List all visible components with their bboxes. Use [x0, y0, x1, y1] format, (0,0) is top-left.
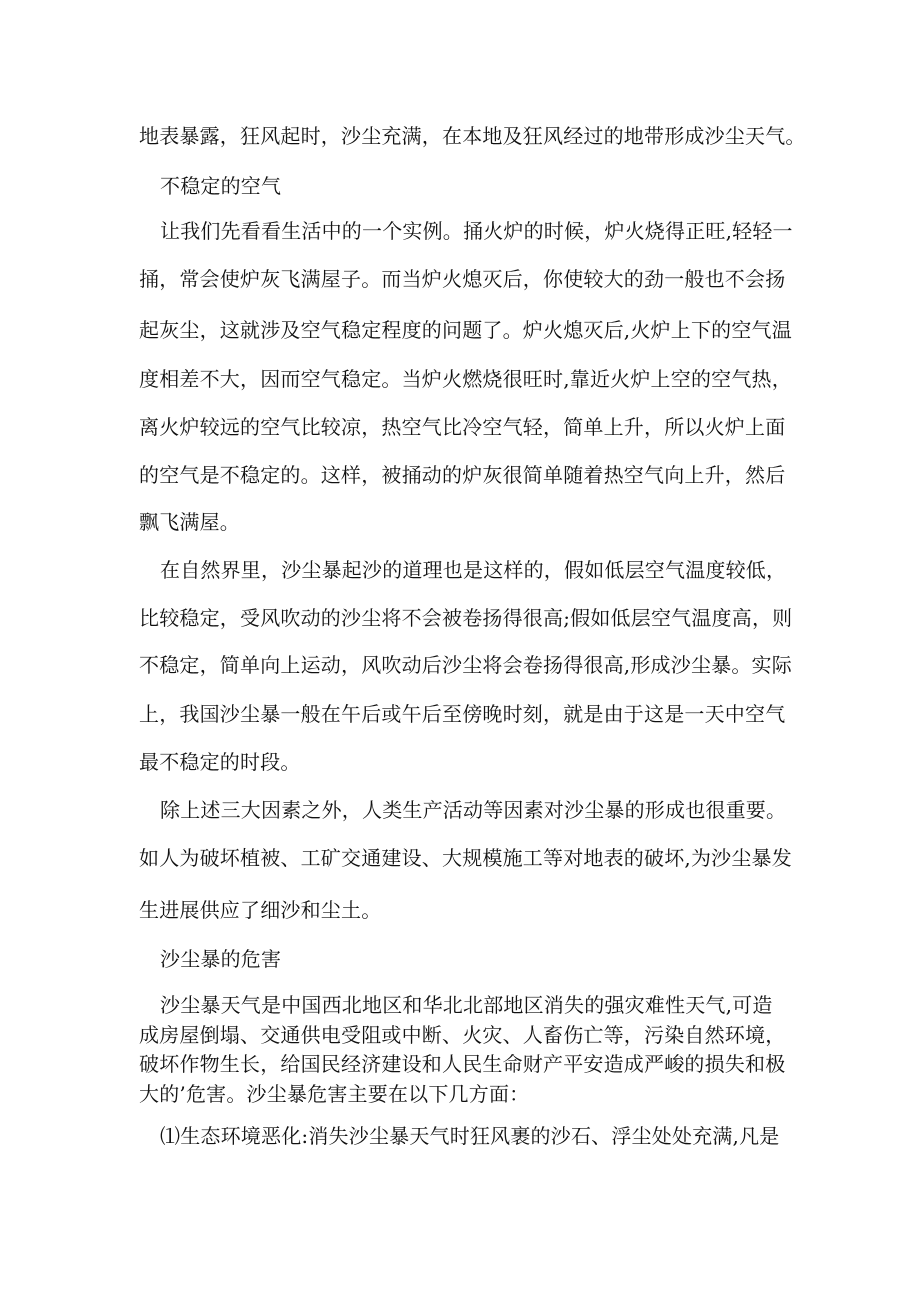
text-line: 捅，常会使炉灰飞满屋子。而当炉火熄灭后，你使较大的劲一般也不会扬 — [139, 267, 786, 291]
text-line: 大的’危害。沙尘暴危害主要在以下几方面： — [139, 1082, 530, 1106]
text-line: ⑴生态环境恶化:消失沙尘暴天气时狂风裹的沙石、浮尘处处充满,凡是 — [160, 1124, 780, 1148]
section-heading: 沙尘暴的危害 — [160, 947, 282, 971]
text-line: 起灰尘，这就涉及空气稳定程度的问题了。炉火熄灭后,火炉上下的空气温 — [139, 318, 792, 342]
text-line: 离火炉较远的空气比较凉，热空气比冷空气轻，简单上升，所以火炉上面 — [139, 415, 786, 439]
text-line: 生进展供应了细沙和尘土。 — [139, 898, 382, 922]
text-line: 飘飞满屋。 — [139, 510, 240, 534]
text-line: 不稳定，简单向上运动，风吹动后沙尘将会卷扬得很高,形成沙尘暴。实际 — [139, 653, 792, 677]
text-line: 在自然界里，沙尘暴起沙的道理也是这样的，假如低层空气温度较低， — [160, 558, 787, 582]
text-line: 度相差不大，因而空气稳定。当炉火燃烧很旺时,靠近火炉上空的空气热， — [139, 367, 792, 391]
text-line: 最不稳定的时段。 — [139, 750, 301, 774]
text-line: 上，我国沙尘暴一般在午后或午后至傍晚时刻，就是由于这是一天中空气 — [139, 702, 786, 726]
text-line: 如人为破坏植被、工矿交通建设、大规模施工等对地表的破坏,为沙尘暴发 — [139, 846, 792, 870]
text-line: 成房屋倒塌、交通供电受阻或中断、火灾、人畜伤亡等，污染自然环境， — [139, 1023, 786, 1047]
text-line: 破坏作物生长，给国民经济建设和人民生命财产平安造成严峻的损失和极 — [139, 1052, 786, 1076]
text-line: 的空气是不稳定的。这样，被捅动的炉灰很简单随着热空气向上升，然后 — [139, 463, 786, 487]
section-heading: 不稳定的空气 — [160, 174, 282, 198]
text-line: 沙尘暴天气是中国西北地区和华北北部地区消失的强灾难性天气,可造 — [160, 993, 773, 1017]
text-line: 比较稳定，受风吹动的沙尘将不会被卷扬得很高;假如低层空气温度高，则 — [139, 606, 793, 630]
text-line: 除上述三大因素之外，人类生产活动等因素对沙尘暴的形成也很重要。 — [160, 798, 787, 822]
text-line: 地表暴露，狂风起时，沙尘充满，在本地及狂风经过的地带形成沙尘天气。 — [139, 124, 806, 148]
text-line: 让我们先看看生活中的一个实例。捅火炉的时候，炉火烧得正旺,轻轻一 — [160, 219, 793, 243]
